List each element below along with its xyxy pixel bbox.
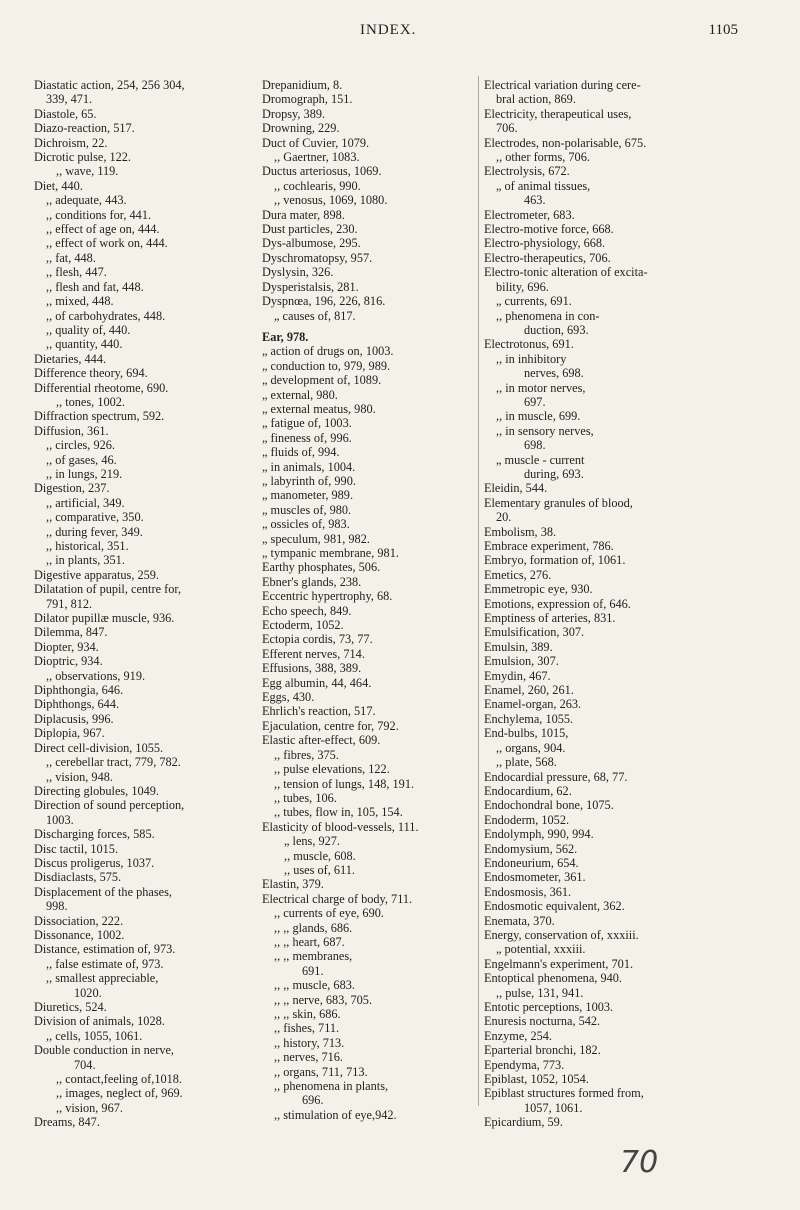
index-entry: 697. [524,394,546,409]
index-entry: Epiblast, 1052, 1054. [484,1072,589,1087]
index-entry: ,, historical, 351. [46,539,129,553]
index-entry: Endosmosis, 361. [484,884,572,899]
index-entry: Drowning, 229. [262,121,340,136]
index-entry: ,, stimulation of eye,942. [274,1107,397,1122]
index-entry: Eggs, 430. [262,690,315,705]
index-entry: Diastatic action, 254, 256 304, [34,78,185,92]
index-entry: Elastin, 379. [262,877,324,892]
index-entry: Diet, 440. [34,178,83,193]
index-entry: Electrolysis, 672. [484,164,570,179]
index-entry: Difference theory, 694. [34,366,148,381]
index-entry: Dicrotic pulse, 122. [34,150,131,165]
index-entry: ,, adequate, 443. [46,193,127,208]
index-entry: ,, conditions for, 441. [46,207,152,222]
index-entry: ,, ,, nerve, 683, 705. [274,992,373,1007]
index-entry: Differential rheotome, 690. [34,380,169,395]
index-entry: Duct of Cuvier, 1079. [262,135,370,150]
index-entry: Engelmann's experiment, 701. [484,956,634,971]
index-entry: Eccentric hypertrophy, 68. [262,589,393,604]
index-entry: 1003. [46,812,74,827]
index-entry: Eparterial bronchi, 182. [484,1043,601,1058]
index-entry: ,, in muscle, 699. [496,409,581,424]
index-entry: ,, flesh and fat, 448. [46,279,144,294]
index-entry: „ currents, 691. [496,294,572,309]
index-entry: Dioptric, 934. [34,654,103,669]
index-entry: ,, Gaertner, 1083. [274,150,360,165]
index-entry: ,, ,, heart, 687. [274,934,345,949]
index-column-1 [34,78,262,1130]
index-entry: during, 693. [524,466,584,481]
index-entry: Endomysium, 562. [484,841,578,856]
index-entry: Dyschromatopsy, 957. [262,250,373,265]
index-entry: Enuresis nocturna, 542. [484,1014,601,1029]
index-entry: 698. [524,438,546,453]
index-entry: Entotic perceptions, 1003. [484,1000,614,1014]
index-entry: ,, effect of age on, 444. [46,222,160,237]
index-entry: „ manometer, 989. [262,488,354,503]
index-entry: Energy, conservation of, xxxiii. [484,927,639,942]
index-entry: Emulsion, 307. [484,654,559,669]
index-entry: Ectopia cordis, 73, 77. [262,632,373,647]
index-entry: ,, mixed, 448. [46,294,114,309]
index-entry: Elasticity of blood-vessels, 111. [262,819,419,834]
index-entry: Enamel-organ, 263. [484,697,582,712]
index-entry: ,, during fever, 349. [46,524,143,539]
index-entry: duction, 693. [524,322,589,337]
index-entry: ,, fat, 448. [46,250,96,265]
index-entry: ,, comparative, 350. [46,510,144,525]
index-entry: Egg albumin, 44, 464. [262,675,372,690]
index-entry: 1057, 1061. [524,1100,583,1115]
index-entry: Endochondral bone, 1075. [484,798,614,813]
index-entry: Enamel, 260, 261. [484,683,574,698]
index-entry: ,, in plants, 351. [46,553,125,568]
index-entry: Dyslysin, 326. [262,265,334,280]
index-entry: ,, of gases, 46. [46,452,117,467]
index-entry: End-bulbs, 1015, [484,726,569,741]
index-entry: ,, phenomena in plants, [274,1079,389,1094]
index-entry: ,, venosus, 1069, 1080. [274,193,388,208]
index-entry: bral action, 869. [496,92,576,107]
index-entry: Epicardium, 59. [484,1115,563,1130]
index-entry: ,, wave, 119. [56,164,119,179]
index-entry: „ labyrinth of, 990. [262,473,356,488]
index-entry: bility, 696. [496,279,549,294]
page-number: 1105 [708,22,738,38]
index-entry: ,, images, neglect of, 969. [56,1086,183,1101]
index-entry: Diplacusis, 996. [34,711,114,726]
index-entry: Digestion, 237. [34,481,110,496]
index-entry: ,, tubes, flow in, 105, 154. [274,805,403,820]
index-entry: Endocardial pressure, 68, 77. [484,769,628,784]
index-entry: Dura mater, 898. [262,207,345,222]
index-entry: Electro-tonic alteration of excita- [484,265,648,280]
index-entry: ,, fibres, 375. [274,747,339,762]
index-entry: „ lens, 927. [284,834,341,849]
index-entry: 696. [302,1093,324,1108]
index-entry: ,, in lungs, 219. [46,466,123,481]
index-entry: Diffusion, 361. [34,423,109,438]
index-entry: Diphthongia, 646. [34,683,124,698]
index-entry: „ fluids of, 994. [262,445,340,460]
index-entry: Eleidin, 544. [484,481,548,496]
index-entry: Dropsy, 389. [262,106,326,121]
column-divider [478,76,479,1106]
index-entry: ,, observations, 919. [46,668,146,683]
index-entry: Elastic after-effect, 609. [262,733,381,748]
index-entry: ,, ,, glands, 686. [274,920,353,935]
index-entry: Division of animals, 1028. [34,1014,165,1029]
index-entry: Discharging forces, 585. [34,827,155,842]
index-entry: Disc tactil, 1015. [34,841,119,856]
index-entry: ,, organs, 904. [496,740,566,755]
index-entry: Enzyme, 254. [484,1028,552,1043]
index-entry: „ tympanic membrane, 981. [262,546,399,560]
index-entry: ,, phenomena in con- [496,308,600,323]
index-entry: Dromograph, 151. [262,92,353,107]
index-entry: ,, contact,feeling of,1018. [56,1072,183,1087]
handwritten-page-mark: 70 [620,1145,659,1180]
index-entry: Ehrlich's reaction, 517. [262,704,376,719]
index-entry: Dilatation of pupil, centre for, [34,582,182,597]
index-entry: ,, cochlearis, 990. [274,178,361,193]
index-entry: ,, effect of work on, 444. [46,236,168,251]
index-entry: „ action of drugs on, 1003. [262,344,394,359]
index-entry: Electro-physiology, 668. [484,236,606,251]
index-entry: ,, tubes, 106. [274,790,337,805]
index-entry: Electrometer, 683. [484,207,575,222]
index-entry: „ muscle - current [496,452,585,467]
index-entry: ,, history, 713. [274,1035,345,1050]
index-entry: ,, flesh, 447. [46,265,107,280]
index-entry: ,, fishes, 711. [274,1021,340,1036]
index-entry: ,, ,, skin, 686. [274,1007,341,1021]
index-entry: Electrotonus, 691. [484,337,574,352]
index-entry: ,, pulse, 131, 941. [496,985,584,1000]
index-entry: 339, 471. [46,92,93,107]
index-entry: Diuretics, 524. [34,1000,107,1014]
index-entry: ,, quantity, 440. [46,337,123,352]
index-entry: Diastole, 65. [34,106,97,121]
index-entry: Dust particles, 230. [262,222,358,237]
index-entry: ,, other forms, 706. [496,150,590,165]
index-entry: Emptiness of arteries, 831. [484,611,616,626]
index-entry: Distance, estimation of, 973. [34,942,176,957]
index-entry: Earthy phosphates, 506. [262,560,381,575]
index-entry: „ ossicles of, 983. [262,517,350,532]
index-entry: „ fatigue of, 1003. [262,416,352,431]
index-entry: Disdiaclasts, 575. [34,870,122,885]
index-entry: 463. [524,193,546,208]
index-entry: Elementary granules of blood, [484,495,633,510]
index-entry: Emetics, 276. [484,567,552,582]
index-entry: Efferent nerves, 714. [262,646,365,661]
index-entry: „ speculum, 981, 982. [262,531,370,546]
index-entry: „ external, 980. [262,387,338,402]
index-entry: 706. [496,121,518,136]
page-header [0,22,800,52]
index-entry: Dilator pupillæ muscle, 936. [34,611,175,626]
index-entry: ,, false estimate of, 973. [46,956,164,971]
index-entry: Endosmometer, 361. [484,870,586,885]
running-title: INDEX. [360,22,417,38]
index-entry: ,, in sensory nerves, [496,423,594,438]
index-entry: Endocardium, 62. [484,783,572,798]
index-entry: Diplopia, 967. [34,726,105,741]
index-entry: Electro-therapeutics, 706. [484,250,611,265]
index-entry: Embrace experiment, 786. [484,539,614,553]
index-entry: ,, organs, 711, 713. [274,1064,368,1079]
index-entry: Endoneurium, 654. [484,855,579,870]
index-entry: Enchylema, 1055. [484,711,574,726]
index-entry: Ectoderm, 1052. [262,618,344,633]
index-entry: ,, cerebellar tract, 779, 782. [46,755,181,770]
index-entry: Directing globules, 1049. [34,783,159,798]
index-entry: Embolism, 38. [484,524,557,539]
index-entry: Electrical charge of body, 711. [262,891,413,906]
index-entry: ,, pulse elevations, 122. [274,762,390,777]
index-entry: Electricity, therapeutical uses, [484,106,632,121]
index-entry: ,, tension of lungs, 148, 191. [274,776,415,791]
index-entry: Effusions, 388, 389. [262,661,362,676]
index-entry: Diffraction spectrum, 592. [34,409,165,424]
index-entry: Emmetropic eye, 930. [484,582,593,597]
index-entry: Dichroism, 22. [34,135,108,150]
index-entry: Embryo, formation of, 1061. [484,553,626,568]
index-entry: „ external meatus, 980. [262,401,376,416]
index-entry: Ejaculation, centre for, 792. [262,718,399,733]
index-entry: Entoptical phenomena, 940. [484,971,622,986]
index-entry: Endolymph, 990, 994. [484,827,594,842]
index-entry: ,, in inhibitory [496,351,567,366]
index-entry: nerves, 698. [524,366,584,381]
index-entry: Dissonance, 1002. [34,927,125,942]
index-entry: Electro-motive force, 668. [484,222,614,237]
index-entry: Digestive apparatus, 259. [34,567,159,582]
index-entry: Dietaries, 444. [34,351,107,366]
index-entry: Dreams, 847. [34,1115,100,1130]
index-entry: Drepanidium, 8. [262,78,343,92]
index-entry: 20. [496,510,512,525]
index-entry: Dyspnœa, 196, 226, 816. [262,294,386,309]
index-entry: ,, quality of, 440. [46,322,131,337]
index-entry: Direction of sound perception, [34,798,185,813]
index-entry: Diazo-reaction, 517. [34,121,135,136]
index-entry: 791, 812. [46,596,93,611]
index-entry: Ear, 978. [262,329,309,344]
index-entry: Double conduction in nerve, [34,1043,175,1058]
index-entry: ,, muscle, 608. [284,848,356,863]
index-entry: Ependyma, 773. [484,1057,565,1072]
index-entry: Electrodes, non-polarisable, 675. [484,135,647,150]
index-entry: Endoderm, 1052. [484,812,570,827]
index-entry: „ conduction to, 979, 989. [262,358,391,373]
index-entry: ,, uses of, 611. [284,862,355,877]
index-entry: Dys-albumose, 295. [262,236,361,251]
index-entry: 1020. [74,985,102,1000]
index-entry: „ of animal tissues, [496,178,591,193]
index-entry: Epiblast structures formed from, [484,1086,644,1101]
index-entry: Emotions, expression of, 646. [484,596,631,611]
index-entry: Enemata, 370. [484,913,555,928]
index-entry: ,, ,, muscle, 683. [274,978,355,993]
index-entry: „ potential, xxxiii. [496,942,586,957]
index-entry: ,, artificial, 349. [46,495,125,510]
index-column-2 [262,78,474,1122]
index-entry: ,, plate, 568. [496,755,557,770]
index-entry: Displacement of the phases, [34,884,172,899]
index-column-3 [484,78,708,1130]
index-entry: Dysperistalsis, 281. [262,279,359,294]
index-entry: 691. [302,963,324,978]
index-entry: „ fineness of, 996. [262,430,352,445]
index-entry: „ in animals, 1004. [262,459,356,474]
index-entry: ,, smallest appreciable, [46,971,159,986]
index-entry: Ductus arteriosus, 1069. [262,164,382,179]
index-entry: 704. [74,1057,96,1072]
index-entry: Diphthongs, 644. [34,697,120,712]
index-entry: ,, vision, 948. [46,769,113,784]
index-entry: ,, ,, membranes, [274,949,353,964]
index-entry: ,, cells, 1055, 1061. [46,1028,143,1043]
index-entry: Dissociation, 222. [34,913,124,928]
index-entry: Echo speech, 849. [262,603,352,618]
index-entry: Ebner's glands, 238. [262,574,362,589]
index-entry: Discus proligerus, 1037. [34,855,155,870]
index-entry: Emulsin, 389. [484,639,553,654]
index-entry: „ causes of, 817. [274,308,356,323]
index-entry: Electrical variation during cere- [484,78,641,92]
index-entry: „ development of, 1089. [262,373,382,388]
index-entry: Endosmotic equivalent, 362. [484,899,625,914]
index-entry: ,, circles, 926. [46,438,115,453]
index-entry: ,, tones, 1002. [56,394,125,409]
index-entry: ,, in motor nerves, [496,380,586,395]
index-entry: Emulsification, 307. [484,625,585,640]
index-entry: ,, of carbohydrates, 448. [46,308,166,323]
index-entry: 998. [46,899,68,914]
index-entry: ,, vision, 967. [56,1100,123,1115]
index-entry: Emydin, 467. [484,668,551,683]
index-entry: ,, currents of eye, 690. [274,906,384,921]
index-entry: ,, nerves, 716. [274,1050,343,1065]
index-entry: Dilemma, 847. [34,625,108,640]
index-entry: Direct cell-division, 1055. [34,740,164,755]
index-entry: „ muscles of, 980. [262,502,352,517]
index-entry: Diopter, 934. [34,639,99,654]
